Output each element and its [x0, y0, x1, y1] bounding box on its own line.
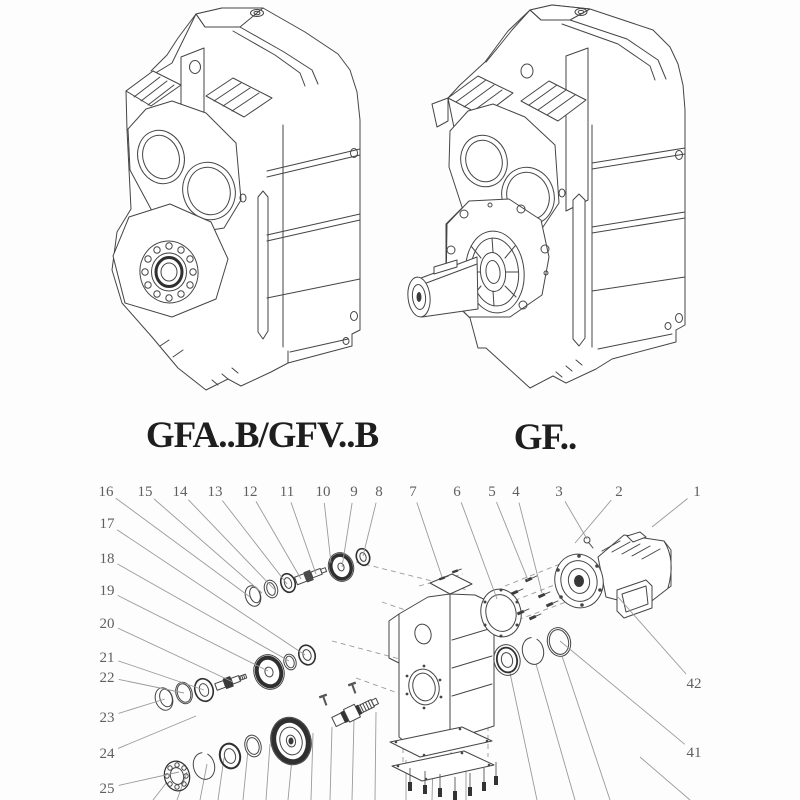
leader-line-5	[497, 502, 529, 580]
part-number-5: 5	[488, 484, 496, 500]
part-number-1: 1	[693, 484, 701, 500]
leader-line-21	[118, 661, 204, 690]
caption-gf: GF..	[513, 417, 577, 458]
ball-ring	[165, 763, 188, 789]
leader-line-12	[256, 501, 301, 579]
part-number-9: 9	[350, 484, 358, 500]
output-shaft	[331, 695, 380, 729]
part-number-16: 16	[98, 484, 114, 500]
eye-bolt	[584, 537, 593, 548]
part-number-41: 41	[686, 745, 702, 761]
leader-line-8	[363, 503, 376, 556]
intermediate-shaft-assembly	[152, 643, 317, 713]
leader-line-42	[618, 597, 686, 674]
part-number-11: 11	[279, 484, 295, 500]
caption-gfab: GFA..B/GFV..B	[145, 415, 379, 456]
part-number-15: 15	[137, 484, 153, 500]
leader-line-18	[117, 564, 289, 661]
part-number-12: 12	[242, 484, 258, 500]
exploded-parts-drawing	[99, 484, 702, 800]
part-number-25: 25	[99, 781, 115, 797]
leader-line-22	[119, 679, 184, 693]
motor	[549, 532, 671, 618]
part-number-17: 17	[99, 516, 115, 532]
gearbox-isometric-gfab	[112, 8, 360, 390]
part-number-19: 19	[99, 583, 115, 599]
leader-line-20	[118, 628, 233, 682]
part-number-23: 23	[99, 710, 115, 726]
part-number-21: 21	[99, 650, 115, 666]
leader-line-15	[154, 499, 262, 593]
leader-line-14	[188, 500, 274, 589]
part-number-13: 13	[207, 484, 223, 500]
output-shaft-assembly	[161, 682, 380, 794]
upper-shaft-assembly	[243, 547, 372, 608]
part-number-14: 14	[172, 484, 188, 500]
leader-line-41	[560, 641, 685, 744]
part-number-4: 4	[512, 484, 520, 500]
leader-line-1	[652, 499, 688, 528]
leader-line-11	[291, 502, 316, 574]
leader-line-2	[575, 500, 611, 543]
part-number-24: 24	[99, 746, 115, 762]
gearbox-isometric-gf	[406, 5, 685, 388]
leader-line-10	[324, 503, 331, 563]
part-number-6: 6	[453, 484, 461, 500]
part-number-8: 8	[375, 484, 383, 500]
part-number-7: 7	[409, 484, 417, 500]
part-number-18: 18	[99, 551, 115, 567]
leader-line-13	[222, 501, 287, 585]
part-number-2: 2	[615, 484, 623, 500]
t-pin	[348, 682, 359, 695]
leader-line-24	[118, 716, 196, 748]
leader-line-25	[119, 772, 179, 785]
part-number-3: 3	[555, 484, 563, 500]
leader-line-7	[417, 502, 442, 577]
leader-line-16	[116, 498, 250, 597]
part-number-42: 42	[686, 676, 702, 692]
t-pin	[319, 694, 330, 707]
part-number-20: 20	[99, 616, 115, 632]
part-number-22: 22	[99, 670, 115, 686]
part-number-10: 10	[315, 484, 331, 500]
